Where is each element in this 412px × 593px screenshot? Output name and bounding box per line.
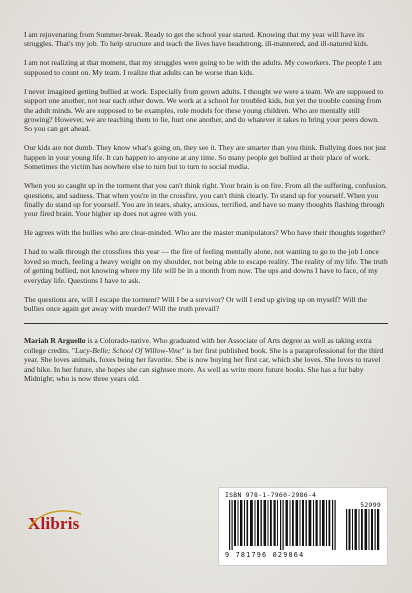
paragraph-3: I never imagined getting bullied at work. Especially from grown adults. I thought we were a team. We are supposed to support one another, not tear each other down. We work at a school for troubled kids, but yet the trouble coming from the adult minds. We are supposed to be examples, role models for these young children. Who are mentally still growing? However, we are teaching them to lie, hurt one another, and do whatever it takes to bring your peers down. So you can get ahead. [24,86,384,134]
paragraph-4: Our kids are not dumb. They know what's going on, they see it. They are smarter than you think. Bullying does not just happen in your young life. It can happen to anyone at any time. So many people get bullied at their place of work. Sometimes the victim has nowhere else to turn but to turn to social media. [24,143,387,172]
ean-barcode-icon [227,500,339,550]
xlibris-swoosh-icon [25,508,85,534]
publisher-logo [28,514,79,534]
paragraph-2: I am not realizing at that moment, that my struggles were going to be with the adults. My coworkers. The people I am supposed to count on. My team. I realize that adults can be worse than kids. [24,58,382,77]
paragraph-6: He agrees with the bullies who are clear-minded. Who are the master manipulators? Who have their thoughts together? [24,228,386,238]
paragraph-7: I had to walk through the crossfires this year — the fire of feeling mentally alone, not wanting to go to the job I once loved so much, feeling a heavy weight on my shoulder, not being able to escape reality. The reality of my life. The truth of getting bullied, not knowing where my life will be in a month from now. The ups and downs I have to face, of my everyday life. Questions I have to ask. [24,247,388,285]
barcode-digits: 9 781796 029864 [225,551,305,559]
author-name: Mariah R Arguello [24,336,86,346]
bio-text-2: " is her first published book. She is a paraprofessional for the third year. She loves animals, foxes being her favorite. She is now buying her first car, which she loves. She loves to travel and hike. In her future, she hopes she can sightsee more. As well as write more future books. She has a fur baby Midnight; who is now three years old. [24,345,384,384]
paragraph-1: I am rejuvenating from Summer-break. Ready to get the school year started. Knowing that my year will have its struggles. That's my job. To help structure and teach the lives have headstrong, ill-mannered, and ill-natured kids. [24,30,369,49]
back-cover-text [24,30,388,384]
price-barcode-icon [345,509,381,550]
book-title: Lucy-Belle; School Of Willow-Vine [74,345,182,355]
divider-line [24,323,388,324]
paragraph-8: The questions are, will I escape the torment? Will I be a survivor? Or will I end up giving up on myself? Will the bullies once again get away with murder? Will the truth prevail? [24,294,367,314]
bio-text-1: is a Colorado-native. Who graduated with her Associate of Arts degree as well as taking extra college credits. " [24,336,372,355]
price-code: 52999 [360,501,381,509]
barcode [218,487,388,566]
paragraph-5: When you so caught up in the torment that you can't think right. Your brain is on fire. From all the suffering, confusion, questions, and sadness. That when you're in the crossfire, you can't think clearly. To stand up for yourself. When you finally do stand up for yourself. You are in tears, shaky, anxious, terrified, and have so many thoughts flashing through your fired brain. Your higher up does not agree with you. [24,181,387,219]
author-bio [24,336,388,384]
publisher-logo-text: Xlibris [28,514,80,533]
isbn-number: ISBN 978-1-7960-2986-4 [225,491,317,499]
